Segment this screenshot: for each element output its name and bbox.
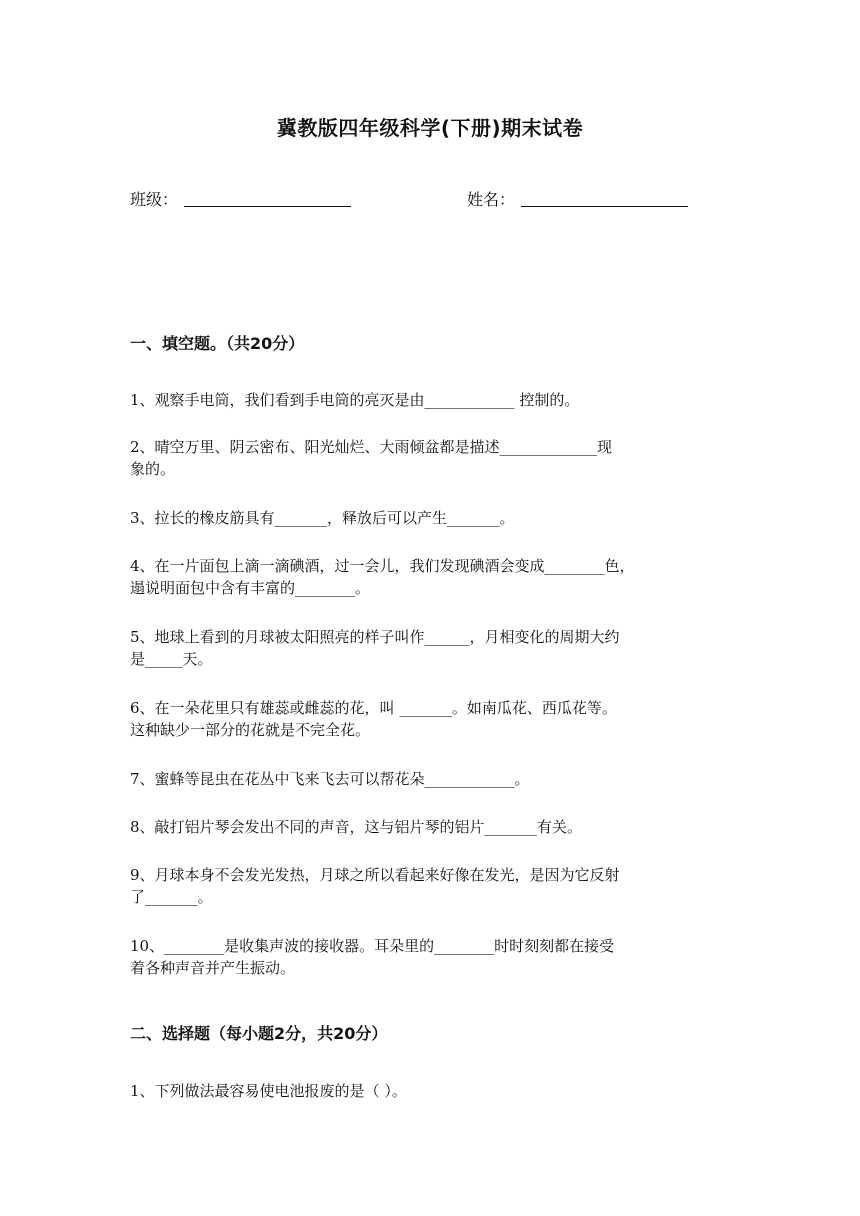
- choice-question-1: [130, 1080, 730, 1102]
- name-field: [467, 187, 688, 210]
- question-line: 1、观察手电筒，我们看到手电筒的亮灭是由____________ 控制的。: [130, 391, 580, 409]
- class-blank-line[interactable]: [184, 190, 351, 207]
- question-line: 6、在一朵花里只有雄蕊或雌蕊的花，叫 _______。如南瓜花、西瓜花等。: [130, 699, 617, 717]
- fill-question-5: [130, 626, 730, 670]
- question-line-continuation: 是_____天。: [130, 650, 213, 668]
- fill-question-7: [130, 768, 730, 790]
- question-line: 8、敲打铝片琴会发出不同的声音，这与铝片琴的铝片_______有关。: [130, 818, 583, 836]
- fill-question-9: [130, 864, 730, 908]
- question-line-continuation: 象的。: [130, 460, 176, 478]
- fill-question-3: [130, 507, 730, 529]
- question-line: 3、拉长的橡皮筋具有_______，释放后可以产生_______。: [130, 509, 515, 527]
- name-blank-line[interactable]: [521, 190, 688, 207]
- question-line: 2、晴空万里、阴云密布、阳光灿烂、大雨倾盆都是描述_____________现: [130, 438, 613, 456]
- section-heading-fill: 一、填空题。（共20分）: [130, 334, 305, 353]
- question-line-continuation: 着各种声音并产生振动。: [130, 959, 296, 977]
- fill-question-1: [130, 389, 730, 411]
- fill-question-4: [130, 555, 730, 599]
- section-heading-choice: 二、选择题（每小题2分，共20分）: [130, 1024, 388, 1043]
- class-field: [130, 187, 351, 210]
- fill-question-2: [130, 436, 730, 480]
- fill-question-10: [130, 935, 730, 979]
- name-label: 姓名：: [467, 190, 516, 209]
- class-label: 班级：: [130, 190, 179, 209]
- question-line: 5、地球上看到的月球被太阳照亮的样子叫作______，月相变化的周期大约: [130, 628, 620, 646]
- question-line: 9、月球本身不会发光发热，月球之所以看起来好像在发光，是因为它反射: [130, 866, 620, 884]
- question-line: 1、下列做法最容易使电池报废的是（ ）。: [130, 1082, 407, 1100]
- question-line: 10、________是收集声波的接收器。耳朵里的________时时刻刻都在接受: [130, 937, 615, 955]
- fill-question-8: [130, 816, 730, 838]
- student-info-row: [130, 187, 730, 213]
- page-title: 冀教版四年级科学(下册)期末试卷: [276, 116, 584, 140]
- fill-question-6: [130, 697, 730, 741]
- question-line-continuation: 了_______。: [130, 888, 213, 906]
- question-line-continuation: 遢说明面包中含有丰富的________。: [130, 579, 371, 597]
- question-line: 4、在一片面包上滴一滴碘酒，过一会儿，我们发现碘酒会变成________色，: [130, 557, 635, 575]
- question-line: 7、蜜蜂等昆虫在花丛中飞来飞去可以帮花朵____________。: [130, 770, 530, 788]
- question-line-continuation: 这种缺少一部分的花就是不完全花。: [130, 721, 371, 739]
